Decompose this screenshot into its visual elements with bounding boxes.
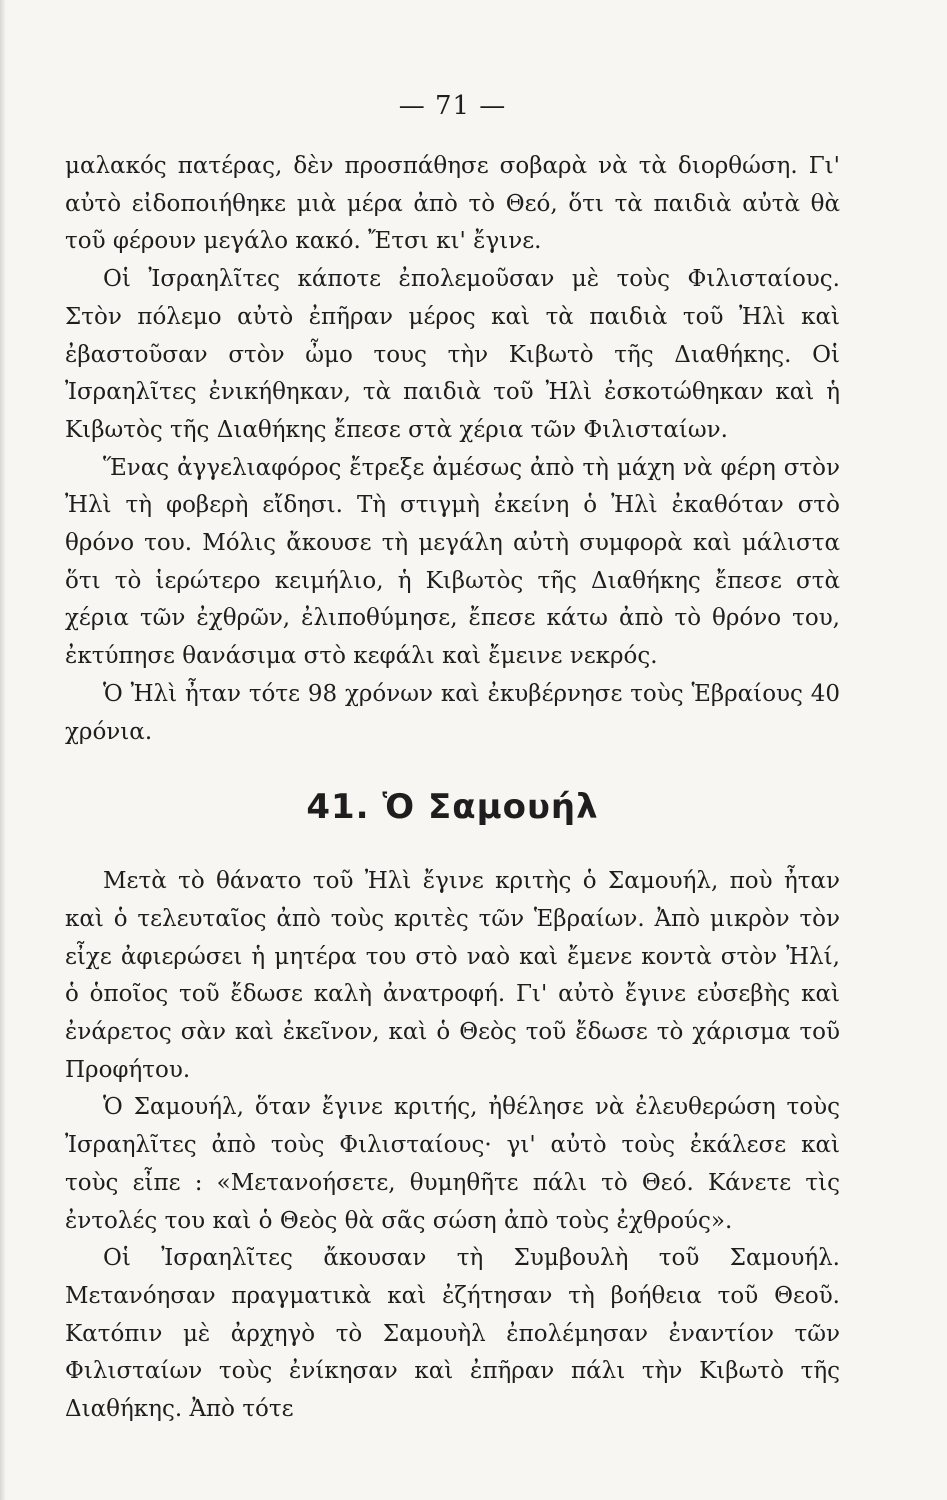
paragraph-7: Οἱ Ἰσραηλῖτες ἄκουσαν τὴ Συμβουλὴ τοῦ Σαμουήλ. Μετανόησαν πραγματικὰ καὶ ἐζήτησαν τὴ βοήθεια τοῦ Θεοῦ. Κατόπιν μὲ ἀρχηγὸ τὸ Σαμουὴλ ἐπολέμησαν ἐναντίον τῶν Φιλισταίων τοὺς ἐνίκησαν καὶ ἐπῆραν πάλι τὴν Κιβωτὸ τῆς Διαθήκης. Ἀπὸ τότε <box>65 1245 840 1423</box>
page-edge <box>0 0 6 1500</box>
paragraph-4: Ὁ Ἠλὶ ἦταν τότε 98 χρόνων καὶ ἐκυβέρνησε τοὺς Ἑβραίους 40 χρόνια. <box>65 680 840 745</box>
paragraph-2: Οἱ Ἰσραηλῖτες κάποτε ἐπολεμοῦσαν μὲ τοὺς Φιλισταίους. Στὸν πόλεμο αὐτὸ ἐπῆραν μέρος καὶ τὰ παιδιὰ τοῦ Ἠλὶ καὶ ἐβαστοῦσαν στὸν ὦμο τους τὴν Κιβωτὸ τῆς Διαθήκης. Οἱ Ἰσραηλῖτες ἐνικήθηκαν, τὰ παιδιὰ τοῦ Ἠλὶ ἐσκοτώθηκαν καὶ ἡ Κιβωτὸς τῆς Διαθήκης ἔπεσε στὰ χέρια τῶν Φιλισταίων. <box>65 266 840 443</box>
paragraph-5: Μετὰ τὸ θάνατο τοῦ Ἠλὶ ἔγινε κριτὴς ὁ Σαμουήλ, ποὺ ἦταν καὶ ὁ τελευταῖος ἀπὸ τοὺς κριτὲς τῶν Ἑβραίων. Ἀπὸ μικρὸν τὸν εἶχε ἀφιερώσει ἡ μητέρα του στὸ ναὸ καὶ ἔμενε κοντὰ στὸν Ἠλί, ὁ ὁποῖος τοῦ ἔδωσε καλὴ ἀνατροφή. Γι' αὐτὸ ἔγινε εὐσεβὴς καὶ ἐνάρετος σὰν καὶ ἐκεῖνον, καὶ ὁ Θεὸς τοῦ ἔδωσε τὸ χάρισμα τοῦ Προφήτου. <box>65 868 840 1083</box>
section-title: 41. Ὁ Σαμουήλ <box>306 787 599 828</box>
paragraph-3: Ἕνας ἀγγελιαφόρος ἔτρεξε ἀμέσως ἀπὸ τὴ μάχη νὰ φέρη στὸν Ἠλὶ τὴ φοβερὴ εἴδησι. Τὴ στιγμὴ ἐκείνη ὁ Ἠλὶ ἐκαθόταν στὸ θρόνο του. Μόλις ἄκουσε τὴ μεγάλη αὐτὴ συμφορὰ καὶ μάλιστα ὅτι τὸ ἱερώτερο κειμήλιο, ἡ Κιβωτὸς τῆς Διαθήκης ἔπεσε στὰ χέρια τῶν ἐχθρῶν, ἐλιποθύμησε, ἔπεσε κάτω ἀπὸ τὸ θρόνο του, ἐκτύπησε θανάσιμα στὸ κεφάλι καὶ ἔμεινε νεκρός. <box>65 454 840 670</box>
paragraph-1: μαλακός πατέρας, δὲν προσπάθησε σοβαρὰ νὰ τὰ διορθώση. Γι' αὐτὸ εἰδοποιήθηκε μιὰ μέρα ἀπὸ τὸ Θεό, ὅτι τὰ παιδιὰ αὐτὰ θὰ τοῦ φέρουν μεγάλο κακό. Ἔτσι κι' ἔγινε. <box>65 153 840 255</box>
book-page <box>65 86 840 1486</box>
page-number: — 71 — <box>398 91 507 121</box>
paragraph-6: Ὁ Σαμουήλ, ὅταν ἔγινε κριτής, ἠθέλησε νὰ ἐλευθερώση τοὺς Ἰσραηλῖτες ἀπὸ τοὺς Φιλισταίους· γι' αὐτὸ τοὺς ἐκάλεσε καὶ τοὺς εἶπε : «Μετανοήσετε, θυμηθῆτε πάλι τὸ Θεό. Κάνετε τὶς ἐντολές του καὶ ὁ Θεὸς θὰ σᾶς σώση ἀπὸ τοὺς ἐχθρούς». <box>65 1094 840 1234</box>
